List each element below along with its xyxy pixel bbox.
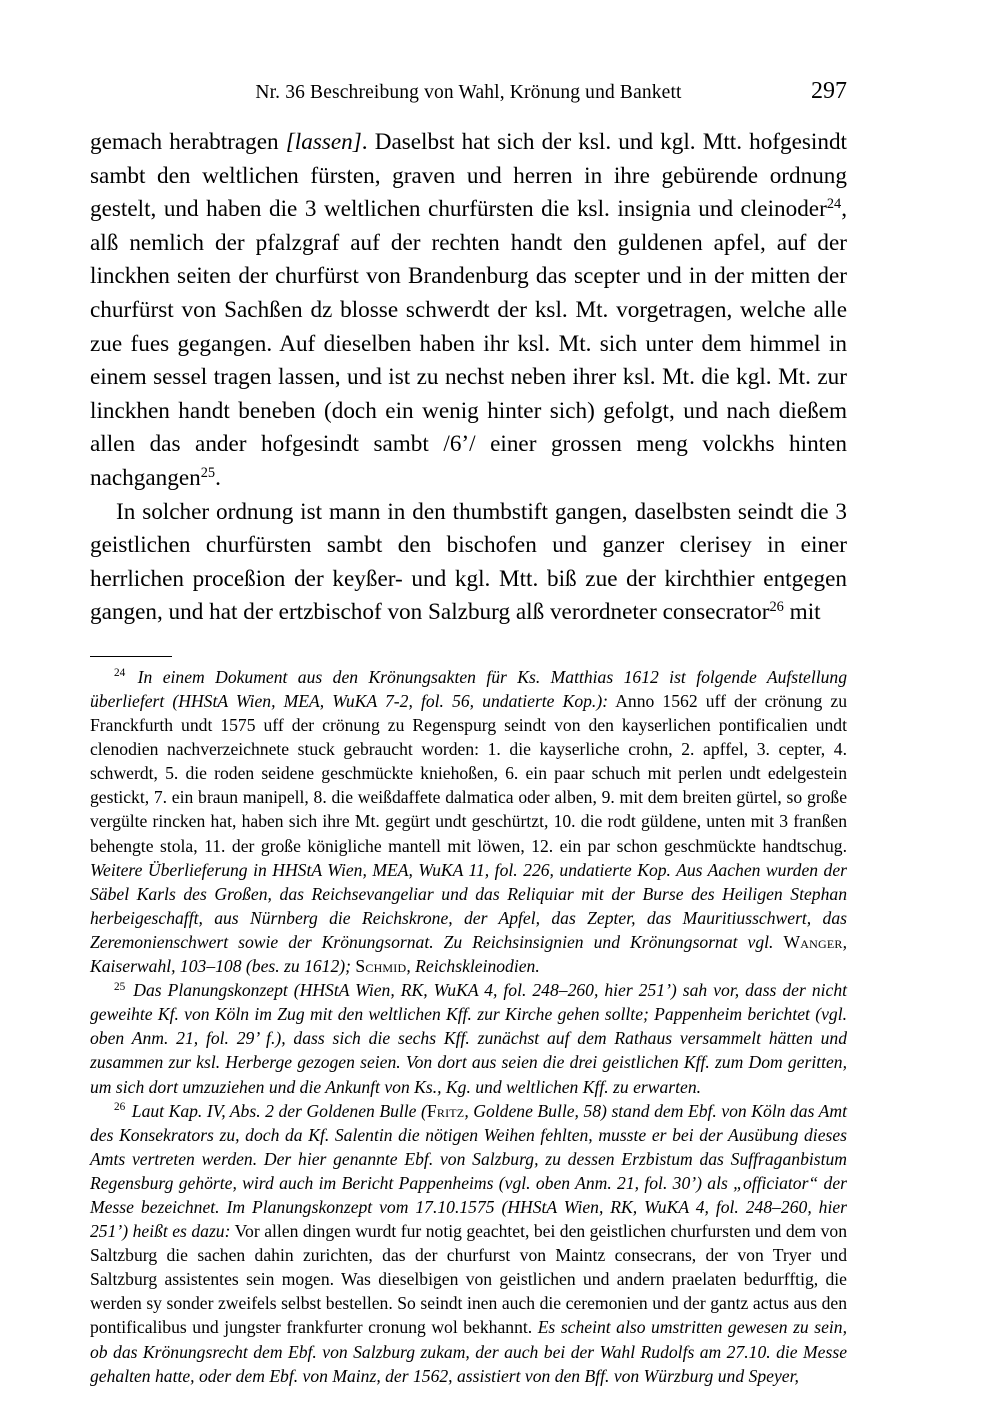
page-content-column	[90, 78, 847, 1388]
body-text-run: , alß nemlich der pfalzgraf auf der rechten handt den guldenen apfel, auf der linckhen seiten der churfürst von Brandenburg das scepter und in der mitten der churfürst von Sachßen dz blosse schwerdt der ksl. Mt. vorgetragen, welche alle zue fues gegangen. Auf dieselben haben ihr ksl. Mt. sich unter dem himmel in einem sessel tragen lassen, und ist zu nechst neben ihrer ksl. Mt. die kgl. Mt. zur linckhen handt beneben (doch ein wenig hinter sich) gefolgt, und nach dießem allen das ander hofgesindt sambt /6’/ einer grossen meng volckhs hinten nachgangen	[90, 196, 847, 491]
running-head-title: Nr. 36 Beschreibung von Wahl, Krönung und Bankett	[255, 82, 682, 103]
footnote-separator-rule	[90, 656, 172, 657]
footnote-italic-run: Laut Kap. IV, Abs. 2 der Goldenen Bulle (	[131, 1100, 427, 1121]
footnote-list	[90, 665, 847, 1388]
footnote-text-run: Anno 1562 uff der crönung zu Franckfurth undt 1575 uff der crönung zu Regenspurg seindt von den kayserlichen pontificalien undt clenodien nachverzeichnete stuck gebraucht worden: 1. die kayserliche crohn, 2. apffel, 3. cepter, 4. schwerdt, 5. die roden seidene geschmückte kniehoßen, 6. ein paar schuch mit perlen undt edelgestein gestickt, 7. ein braun manipell, 8. die weißdaffete dalmatica oder alben, 9. mit dem breiten gürtel, so große vergülte rincken hat, haben sich ihre Mt. gegürt undt geschürtzt, 10. die rodt güldene, unten mit 3 franßen behengte stola, 11. der große königliche mantell mit löwen, 12. ein par schon geschmückte handtschug.	[90, 691, 847, 856]
footnote-26	[90, 1099, 847, 1388]
body-text-run: mit	[783, 599, 821, 626]
footnote-reference-26[interactable]: 26	[769, 599, 784, 616]
body-paragraph	[90, 126, 847, 496]
footnote-number: 25	[114, 980, 126, 993]
footnote-text-run: Vor allen dingen wurdt fur notig geachtet, bei den geistlichen churfursten und dem von Saltzburg die sachen dahin zurichten, das der churfurst von Maintz consecrans, der von Tryer und Saltzburg assistentes sein mogen. Was dieselbigen von geistlichen und andern praelaten bedurfftig, die werden sy sonder zweifels selbst bestellen. So seindt inen auch die ceremonien und der gantz actus aus den pontificalibus und jungster frankfurter cronung wol bekhannt.	[90, 1221, 847, 1338]
footnote-italic-run: , Kaiserwahl, 103–108 (bes. zu 1612);	[90, 931, 847, 977]
footnote-25	[90, 978, 847, 1098]
footnote-italic-run: Es scheint also umstritten gewesen zu sein, ob das Krönungsrecht dem Ebf. von Salzburg zukam, der auch bei der Wahl Rudolfs am 27.10. die Messe gehalten hatte, oder dem Ebf. von Mainz, der 1562, assistiert von den Bff. von Würzburg und Speyer,	[90, 1317, 847, 1386]
footnote-number: 24	[114, 667, 126, 680]
body-italic-run: [lassen]	[285, 129, 362, 155]
footnote-number: 26	[114, 1101, 126, 1114]
footnote-author-name: Wanger	[783, 931, 843, 952]
footnote-24	[90, 665, 847, 978]
footnotes-section	[90, 656, 847, 1388]
footnote-italic-run: , Reichskleinodien.	[406, 956, 540, 977]
footnote-reference-24[interactable]: 24	[826, 196, 842, 213]
body-text-run: In solcher ordnung ist mann in den thumbstift gangen, daselbsten seindt die 3 geistlichen churfürsten sambt den bischofen und ganzer clerisey in einer herrlichen proceßion der keyßer- und kgl. Mtt. biß zue der kirchthier entgegen gangen, und hat der ertzbischof von Salzburg alß verordneter consecrator	[90, 498, 847, 626]
body-text-run: .	[215, 464, 221, 491]
footnote-italic-run: Das Planungskonzept (HHStA Wien, RK, WuKA 4, fol. 248–260, hier 251’) sah vor, dass der nicht geweihte Kf. von Köln im Zug mit den weltlichen Kff. zur Kirche gehen sollte; Pappenheim berichtet (vgl. oben Anm. 21, fol. 29’ f.), dass sich die sechs Kff. zunächst auf dem Rathaus versammelt hätten und zusammen zur ksl. Herberge gezogen seien. Von dort aus seien die drei geistlichen Kff. zum Dom geritten, um sich dort umzuziehen und die Ankunft von Ks., Kg. und weltlichen Kff. zu erwarten.	[90, 980, 848, 1097]
body-text-run: gemach herabtragen	[90, 129, 286, 155]
footnote-italic-run: In einem Dokument aus den Krönungsakten für Ks. Matthias 1612 ist folgende Aufstellung überliefert (HHStA Wien, MEA, WuKA 7-2, fol. 56, undatierte Kop.):	[90, 666, 847, 711]
body-paragraph	[90, 496, 847, 630]
page-number: 297	[811, 78, 847, 104]
main-body-text	[90, 126, 847, 630]
footnote-author-name: Fritz	[426, 1100, 465, 1121]
footnote-reference-25[interactable]: 25	[200, 464, 216, 481]
footnote-italic-run: , Goldene Bulle, 58) stand dem Ebf. von Köln das Amt des Konsekrators zu, doch da Kf. Salentin die nötigen Weihen fehlten, musste er bei der Ausübung dieses Amts vertreten werden. Der hier genannte Ebf. von Salzburg, zu dessen Erzbistum das Suffraganbistum Regensburg gehörte, wird auch im Bericht Pappenheims (vgl. oben Anm. 21, fol. 30’) als „officiator“ der Messe bezeichnet. Im Planungskonzept vom 17.10.1575 (HHStA Wien, RK, WuKA 4, fol. 248–260, hier 251’) heißt es dazu:	[90, 1100, 847, 1242]
footnote-italic-run: Weitere Überlieferung in HHStA Wien, MEA, WuKA 11, fol. 226, undatierte Kop. Aus Aachen wurden der Säbel Karls des Großen, das Reichsevangeliar und das Reliquiar mit der Burse des Heiligen Stephan herbeigeschafft, aus Nürnberg die Reichskrone, der Apfel, das Zepter, das Mauritiusschwert, das Zeremonienschwert sowie der Krönungsornat. Zu Reichsinsignien und Krönungsornat vgl.	[90, 859, 847, 952]
running-head	[90, 78, 847, 108]
footnote-author-name: Schmid	[355, 956, 407, 977]
body-text-run: . Daselbst hat sich der ksl. und kgl. Mtt. hofgesindt sambt den weltlichen fürsten, graven und herren in ihre gebürende ordnung gestelt, und haben die 3 weltlichen churfürsten die ksl. insignia und cleinoder	[90, 129, 847, 223]
